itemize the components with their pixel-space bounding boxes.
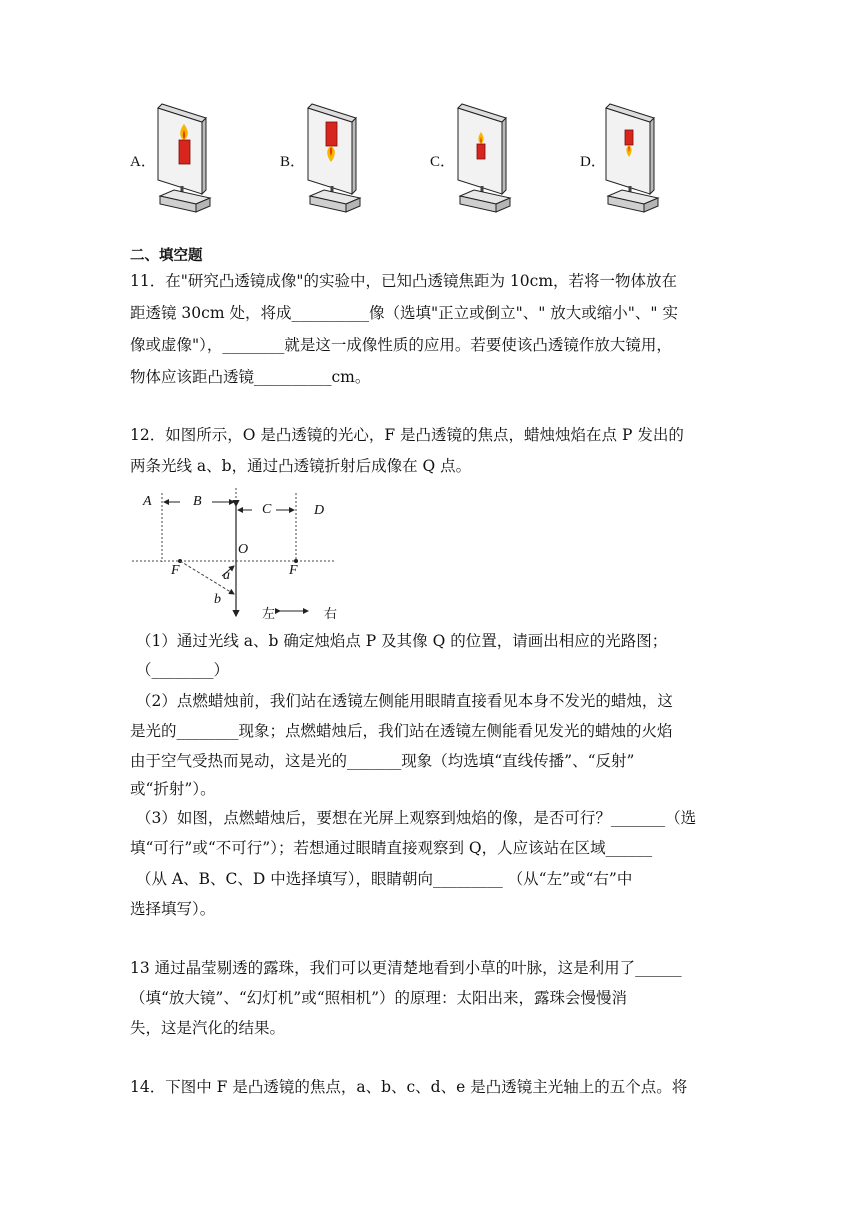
right-direction-label: 右 (324, 607, 338, 622)
option-c-label[interactable]: C． (430, 154, 456, 170)
focus-left-label: F (171, 563, 180, 578)
q13-line-2: （填“放大镜”、“幻灯机”或“照相机”）的原理：太阳出来，露珠会慢慢消 (130, 989, 628, 1007)
option-b-screen-image (300, 100, 370, 218)
q11-line-3: 像或虚像"），________就是这一成像性质的应用。若要使该凸透镜作放大镜用， (130, 336, 672, 354)
q12-part3-line-1: （3）如图，点燃蜡烛后，要想在光屏上观察到烛焰的像，是否可行？_______（选 (136, 809, 697, 827)
q11-line-4: 物体应该距凸透镜__________cm。 (130, 368, 371, 386)
q13-line-3: 失，这是汽化的结果。 (130, 1019, 286, 1037)
q12-part2-line-2: 是光的________现象；点燃蜡烛后，我们站在透镜左侧能看见发光的蜡烛的火焰 (130, 722, 673, 740)
focus-right-label: F (289, 563, 298, 578)
option-d-label[interactable]: D． (580, 154, 606, 170)
region-d-label: D (314, 503, 325, 518)
optical-center-label: O (238, 542, 249, 557)
region-c-label: C (262, 502, 272, 517)
ray-a-label: a (223, 568, 230, 583)
q12-intro-line-1: 12．如图所示，O 是凸透镜的光心，F 是凸透镜的焦点，蜡烛烛焰在点 P 发出的 (130, 426, 684, 444)
region-b-label: B (193, 494, 202, 509)
option-d-screen-image (598, 100, 668, 218)
option-a-label[interactable]: A． (130, 154, 156, 170)
q12-part2-line-3: 由于空气受热而晃动，这是光的_______现象（均选填“直线传播”、“反射” (130, 752, 635, 770)
q12-part3-line-3: （从 A、B、C、D 中选择填写），眼睛朝向_________ （从“左”或“右”中 (136, 870, 633, 888)
q12-part2-line-4: 或“折射”）。 (130, 780, 216, 798)
q12-part3-line-4: 选择填写）。 (130, 900, 216, 918)
ray-b-label: b (214, 592, 221, 607)
section-heading: 二、填空题 (130, 248, 203, 264)
option-b-label[interactable]: B． (280, 154, 306, 170)
q11-line-1: 11．在"研究凸透镜成像"的实验中，已知凸透镜焦距为 10cm，若将一物体放在 (130, 272, 678, 290)
left-direction-label: 左 (262, 607, 276, 622)
q13-line-1: 13 通过晶莹剔透的露珠，我们可以更清楚地看到小草的叶脉，这是利用了______ (130, 959, 682, 977)
q12-part1-answer-blank[interactable]: （________） (136, 661, 230, 679)
q12-part3-line-2: 填“可行”或“不可行”）；若想通过眼睛直接观察到 Q，人应该站在区域______ (130, 839, 653, 857)
q12-part1-line-1: （1）通过光线 a、b 确定烛焰点 P 及其像 Q 的位置，请画出相应的光路图； (136, 632, 668, 650)
q12-part2-line-1: （2）点燃蜡烛前，我们站在透镜左侧能用眼睛直接看见本身不发光的蜡烛，这 (136, 692, 673, 710)
q14-line-1: 14．下图中 F 是凸透镜的焦点，a、b、c、d、e 是凸透镜主光轴上的五个点。将 (130, 1078, 688, 1096)
q11-line-2: 距透镜 30cm 处，将成__________像（选填"正立或倒立"、" 放大或缩小"、" 实 (130, 304, 678, 322)
option-a-screen-image (150, 100, 220, 218)
q12-intro-line-2: 两条光线 a、b，通过凸透镜折射后成像在 Q 点。 (130, 457, 472, 475)
region-a-label: A (143, 494, 152, 509)
option-c-screen-image (450, 100, 520, 218)
